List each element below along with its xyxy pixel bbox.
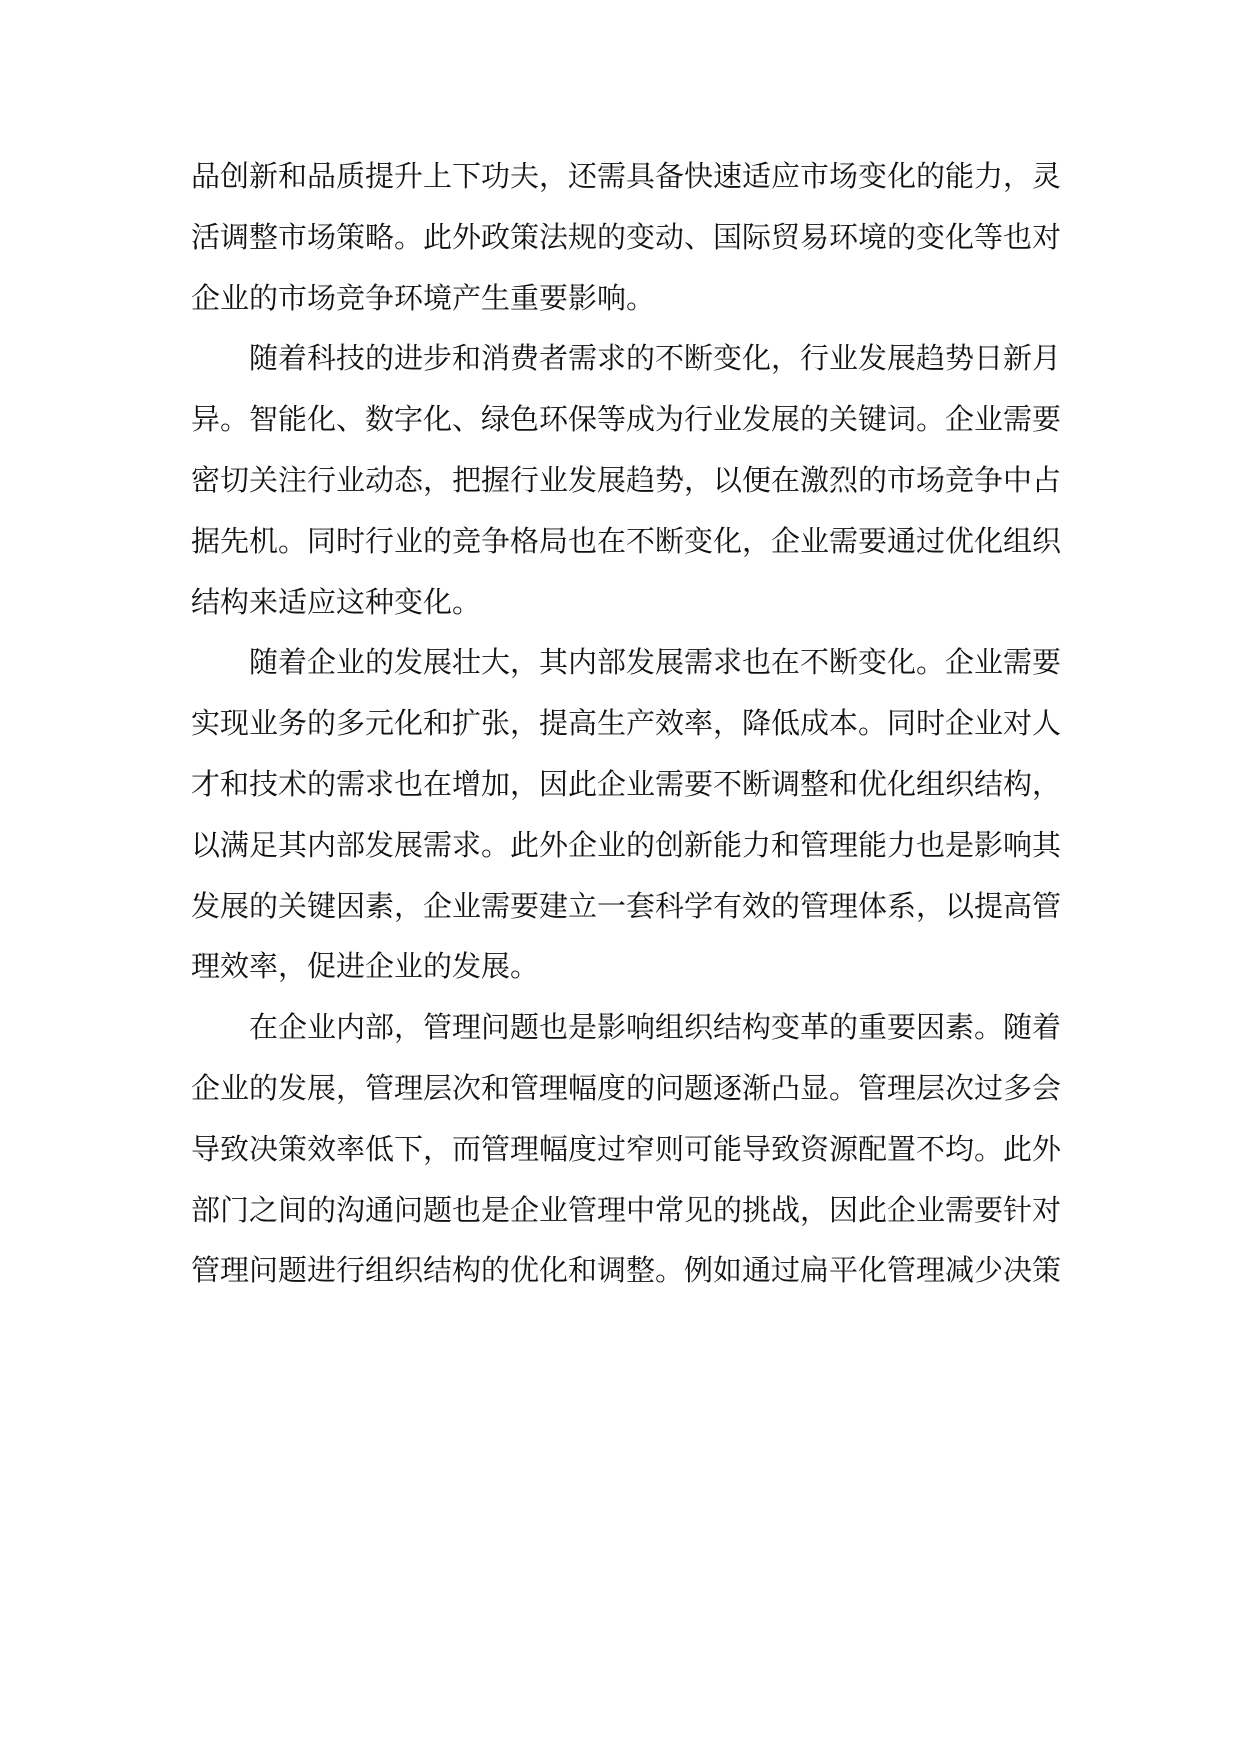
text-line: 理效率，促进企业的发展。 <box>191 949 540 984</box>
text-line: 据先机。同时行业的竞争格局也在不断变化，企业需要通过优化组织 <box>191 523 1062 558</box>
text-line: 才和技术的需求也在增加，因此企业需要不断调整和优化组织结构， <box>191 766 1062 801</box>
paragraph-first-line: 随着科技的进步和消费者需求的不断变化，行业发展趋势日新月 <box>249 341 1062 376</box>
text-line: 管理问题进行组织结构的优化和调整。例如通过扁平化管理减少决策 <box>191 1253 1062 1288</box>
text-line: 导致决策效率低下，而管理幅度过窄则可能导致资源配置不均。此外 <box>191 1131 1062 1166</box>
paragraph-first-line: 随着企业的发展壮大，其内部发展需求也在不断变化。企业需要 <box>249 645 1062 680</box>
text-line: 结构来适应这种变化。 <box>191 584 482 619</box>
text-line: 企业的市场竞争环境产生重要影响。 <box>191 280 656 315</box>
text-line: 发展的关键因素，企业需要建立一套科学有效的管理体系，以提高管 <box>191 888 1062 923</box>
text-line: 部门之间的沟通问题也是企业管理中常见的挑战，因此企业需要针对 <box>191 1192 1062 1227</box>
body-text <box>191 146 1062 1301</box>
text-line: 品创新和品质提升上下功夫，还需具备快速适应市场变化的能力，灵 <box>191 159 1062 193</box>
text-line: 活调整市场策略。此外政策法规的变动、国际贸易环境的变化等也对 <box>191 219 1062 254</box>
text-line: 以满足其内部发展需求。此外企业的创新能力和管理能力也是影响其 <box>191 827 1062 862</box>
text-line: 实现业务的多元化和扩张，提高生产效率，降低成本。同时企业对人 <box>191 706 1062 741</box>
text-line: 密切关注行业动态，把握行业发展趋势，以便在激烈的市场竞争中占 <box>191 462 1062 497</box>
text-line: 企业的发展，管理层次和管理幅度的问题逐渐凸显。管理层次过多会 <box>191 1070 1062 1105</box>
paragraph-first-line: 在企业内部，管理问题也是影响组织结构变革的重要因素。随着 <box>249 1010 1062 1045</box>
text-line: 异。智能化、数字化、绿色环保等成为行业发展的关键词。企业需要 <box>191 402 1062 437</box>
